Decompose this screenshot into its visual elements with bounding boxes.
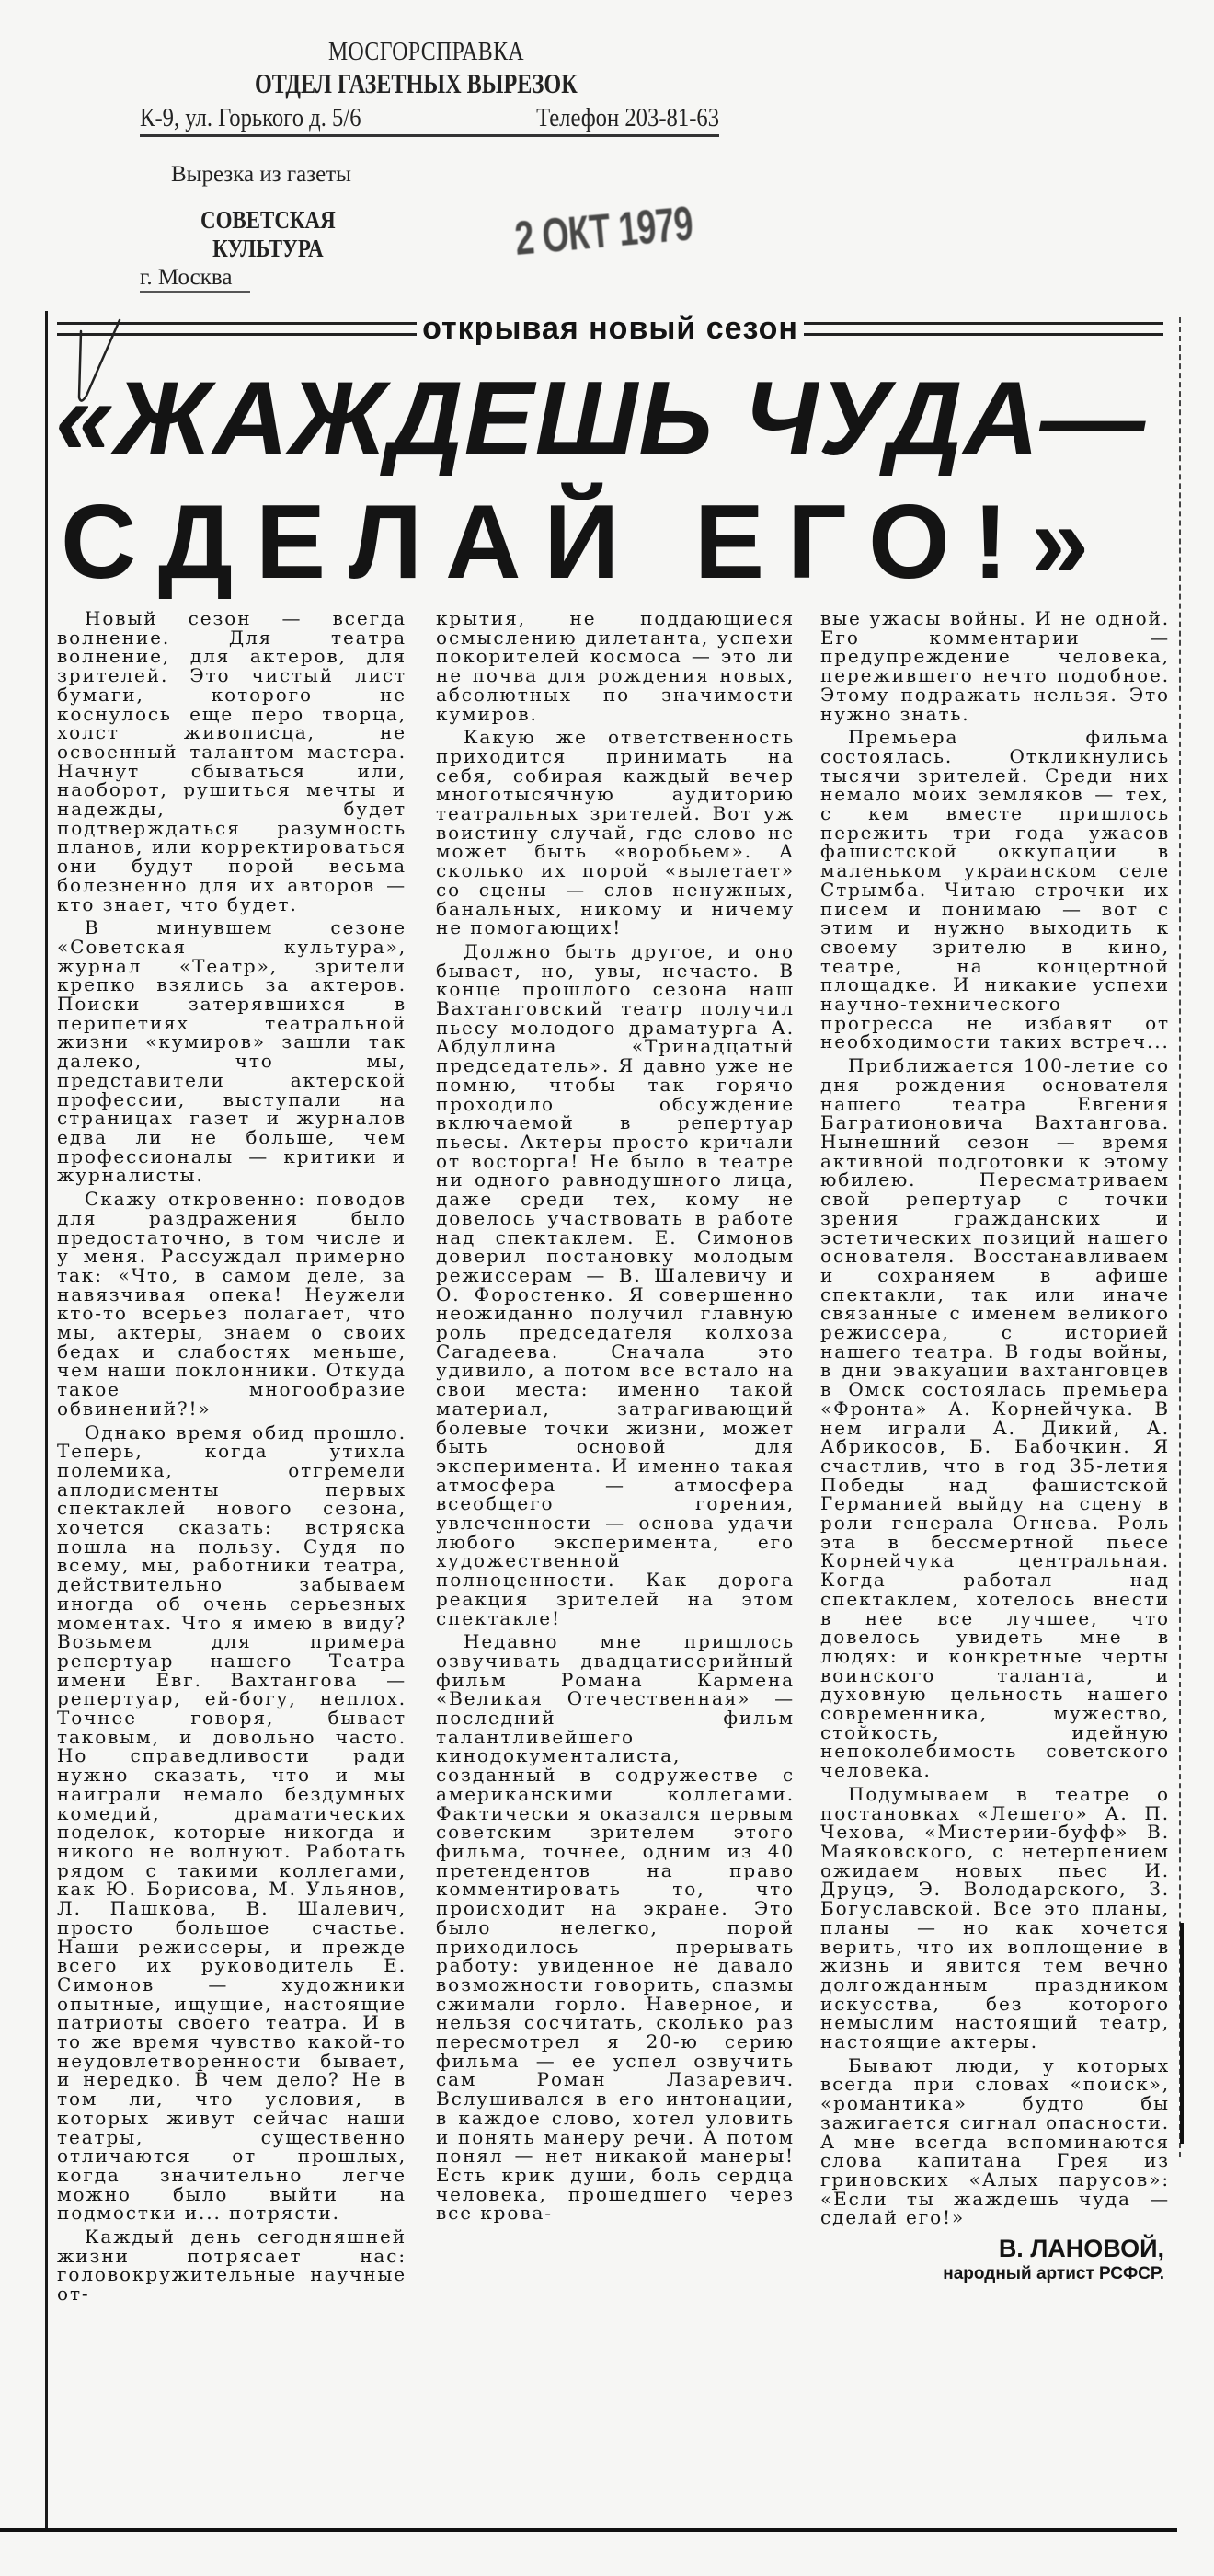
- paragraph-continued: крытия, не поддающиеся осмыслению дилетанта, успехи покорителей космоса — это ли не почва для рождения новых, абсолютных по значимости кумиров.: [436, 607, 795, 725]
- paragraph: Должно быть другое, и оно бывает, но, увы, нечасто. В конце прошлого сезона наш Вахтанговский театр получил пьесу молодого драматурга А. Абдуллина «Тринадцатый председатель». Я давно уже не помню, чтобы так горячо проходило обсуждение включаемой в репертуар пьесы. Актеры просто кричали от восторга! Не было в театре ни одного равнодушного лица, даже среди тех, кому не довелось участвовать в работе над спектаклем. Е. Симонов доверил постановку молодым режиссерам — В. Шалевичу и О. Форостенко. Я совершенно неожиданно получил главную роль председателя колхоза Сагадеева. Сначала это удивило, а потом все встало на свои места: именно такой материал, затрагивающий болевые точки жизни, может быть основой для эксперимента. И именно такая атмосфера — атмосфера всеобщего горения, увлеченности — основа удачи любого эксперимента, его художественной полноценности. Как дорога реакция зрителей на этом спектакле!: [436, 939, 795, 1629]
- clipping-label: Вырезка из газеты: [171, 162, 351, 187]
- author-title: народный артист РСФСР.: [943, 2264, 1164, 2284]
- kicker-line-right: [804, 322, 1163, 336]
- author-name: В. ЛАНОВОЙ,: [998, 2235, 1164, 2263]
- newspaper-name-line2: КУЛЬТУРА: [212, 235, 324, 262]
- paragraph-continued: вые ужасы войны. И не одной. Его комментарии — предупреждение человека, пережившего нечто подобное. Этому подражать нельзя. Это нужно знать.: [820, 607, 1170, 725]
- headline-line2: СДЕЛАЙ ЕГО!»: [61, 484, 1113, 601]
- clipping-border-right-mark: [1180, 1923, 1184, 2144]
- newspaper-city: г. Москва: [140, 265, 250, 293]
- article-column-1: [57, 609, 407, 2518]
- paragraph: Премьера фильма состоялась. Откликнулись тысячи зрителей. Среди них немало моих земляков — тех, с кем вместе пришлось пережить три года ужасов фашистской оккупации в маленьком украинском селе Стрымба. Читаю строчки их писем и понимаю — вот с этим и нужно выходить к своему зрителю в кино, театре, на концертной площадке. И никакие успехи научно-технического прогресса не избавят от необходимости таких встреч...: [820, 726, 1170, 1053]
- kicker-rule: [57, 309, 1163, 348]
- kicker: открывая новый сезон: [422, 311, 798, 346]
- paragraph: Бывают люди, у которых всегда при словах «поиск», «романтика» будто бы зажигается сигнал опасности. А мне всегда вспоминаются слова капитана Грея из гриновских «Алых парусов»: «Если ты жаждешь чуда — сделай его!»: [820, 2053, 1170, 2229]
- paragraph: Подумываем в театре о постановках «Лешего» А. П. Чехова, «Мистерии-буфф» В. Маяковского, с нетерпением ожидаем новых пьес И. Друцэ, Э. Володарского, З. Богуславской. Все это планы, планы — но как хочется верить, что их воплощение в жизнь и явится тем вечно долгожданным праздником искусства, без которого немыслим настоящий театр, настоящие актеры.: [820, 1782, 1170, 2053]
- newspaper-name-line1: СОВЕТСКАЯ: [200, 206, 336, 234]
- paragraph: Однако время обид прошло. Теперь, когда утихла полемика, отгремели аплодисменты первых спектаклей нового сезона, хочется сказать: встряска пошла на пользу. Судя по всему, мы, работники театра, действительно забываем иногда об очень серьезных моментах. Что я имею в виду? Возьмем для примера репертуар нашего Театра имени Евг. Вахтангова — репертуар, ей-богу, неплох. Точнее говоря, бывает таковым, и довольно часто. Но справедливости ради нужно сказать, что и мы наиграли немало бездумных комедий, драматических поделок, которые никогда и никого не волнуют. Работать рядом с такими коллегами, как Ю. Борисова, М. Ульянов, Л. Пашкова, В. Шалевич, просто большое счастье. Наши режиссеры, и прежде всего их руководитель Е. Симонов — художники опытные, ищущие, настоящие патриоты своего театра. И в то же время чувство какой-то неудовлетворенности бывает, и нередко. В чем дело? Не в том ли, что условия, в которых живут сейчас наши театры, существенно отличаются от прошлых, когда значительно легче можно было выйти на подмостки и... потрясти.: [57, 1420, 407, 2225]
- agency-address: К-9, ул. Горького д. 5/6: [140, 103, 361, 132]
- agency-phone: Телефон 203-81-63: [536, 103, 719, 132]
- article-column-2: [436, 609, 795, 2518]
- paragraph: Новый сезон — всегда волнение. Для театра волнение, для актеров, для зрителей. Это чистый лист бумаги, которого не коснулось еще перо творца, холст живописца, не освоенный талантом мастера. Начнут сбываться или, наоборот, рушиться мечты и надежды, будет подтверждаться разумность планов, или корректироваться они будут порой весьма болезненно для их авторов — кто знает, что будет.: [57, 607, 407, 915]
- date-stamp: 2 ОКТ 1979: [512, 197, 695, 266]
- headline-line1: «ЖАЖДЕШЬ ЧУДА—: [55, 361, 1146, 477]
- paragraph: Приближается 100-летие со дня рождения основателя нашего театра Евгения Багратионовича Вахтангова. Нынешний сезон — время активной подготовки к этому юбилею. Пересматриваем свой репертуар с точки зрения гражданских и эстетических позиций нашего основателя. Восстанавливаем и сохраняем в афише спектакли, так или иначе связанные с именем великого режиссера, с историей нашего театра. В годы войны, в дни эвакуации вахтанговцев в Омск состоялась премьера «Фронта» А. Корнейчука. В нем играли А. Дикий, А. Абрикосов, Б. Бабочкин. Я счастлив, что в год 35-летия Победы над фашистской Германией выйду на сцену в роли генерала Огнева. Роль эта в бессмертной пьесе Корнейчука центральная. Когда работал над спектаклем, хотелось внести в нее все лучшее, что довелось увидеть мне в людях: и конкретные черты воинского таланта, и духовную цельность нашего современника, мужество, стойкость, идейную непоколебимость советского человека.: [820, 1054, 1170, 1782]
- paragraph: Недавно мне пришлось озвучивать двадцатисерийный фильм Романа Кармена «Великая Отечественная» — последний фильм талантливейшего кинодокументалиста, созданный в содружестве с американскими коллегами. Фактически я оказался первым советским зрителем этого фильма, точнее, одним из 40 претендентов на право комментировать то, что происходит на экране. Это было нелегко, порой приходилось прерывать работу: увиденное не давало возможности говорить, спазмы сжимали горло. Наверное, и нельзя сосчитать, сколько раз пересмотрел я 20-ю серию фильма — ее успел озвучить сам Роман Лазаревич. Вслушивался в его интонации, в каждое слово, хотел уловить и понять манеру речи. А потом понял — нет никакой манеры! Есть крик души, боль сердца человека, прошедшего через все крова-: [436, 1630, 795, 2225]
- article-column-3: [820, 609, 1170, 2518]
- department-name: ОТДЕЛ ГАЗЕТНЫХ ВЫРЕЗОК: [255, 67, 578, 99]
- clipping-border-right: [1179, 317, 1183, 2157]
- agency-address-line: [140, 103, 719, 137]
- clipping-border-left: [45, 311, 48, 2530]
- newspaper-name: [200, 206, 336, 263]
- paragraph: Какую же ответственность приходится принимать на себя, собирая каждый вечер многотысячную аудиторию театральных зрителей. Вот уж воистину случай, где слово не может быть «воробьем». А сколько их порой «вылетает» со сцены — слов ненужных, банальных, никому и ничему не помогающих!: [436, 726, 795, 939]
- paragraph: Каждый день сегодняшней жизни потрясает нас: головокружительные научные от-: [57, 2225, 407, 2306]
- agency-name: МОСГОРСПРАВКА: [328, 37, 524, 66]
- author-signature: [820, 2235, 1170, 2284]
- paragraph: В минувшем сезоне «Советская культура», журнал «Театр», зрители крепко взялись за актеров. Поиски затерявшихся в перипетиях театральной жизни «кумиров» зашли так далеко, что мы, представители актерской профессии, выступали на страницах газет и журналов едва ли не больше, чем профессионалы — критики и журналисты.: [57, 916, 407, 1187]
- clipping-border-bottom: [0, 2528, 1177, 2532]
- kicker-line-left: [57, 322, 417, 336]
- paragraph: Скажу откровенно: поводов для раздражения было предостаточно, в том числе и у меня. Рассуждал примерно так: «Что, в самом деле, за навязчивая опека! Неужели кто-то всерьез полагает, что мы, актеры, знаем о своих бедах и слабостях меньше, чем наши поклонники. Откуда такое многообразие обвинений?!»: [57, 1188, 407, 1420]
